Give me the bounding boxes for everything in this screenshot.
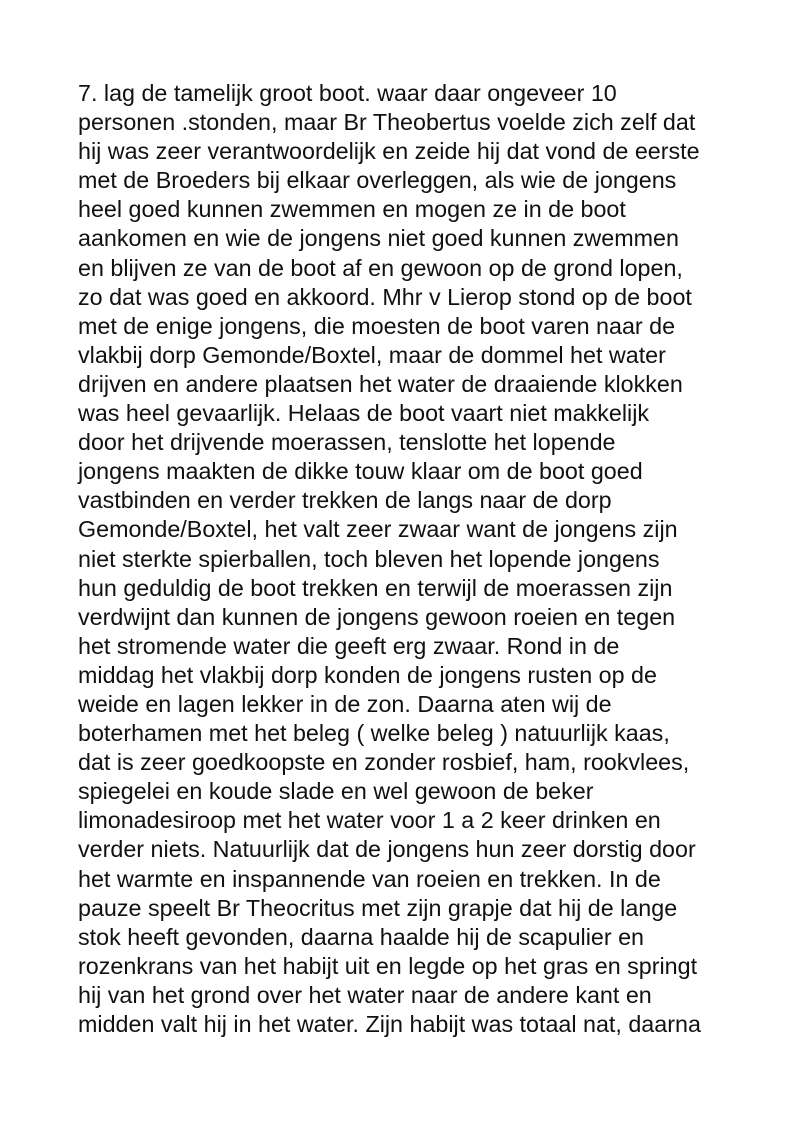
text-line: middag het vlakbij dorp konden de jongens rusten op de xyxy=(78,661,657,688)
text-line: pauze speelt Br Theocritus met zijn grapje dat hij de lange xyxy=(78,894,678,921)
text-line: vlakbij dorp Gemonde/Boxtel, maar de dommel het water xyxy=(78,341,666,368)
text-line: stok heeft gevonden, daarna haalde hij de scapulier en xyxy=(78,923,645,950)
text-line: boterhamen met het beleg ( welke beleg ) natuurlijk kaas, xyxy=(78,720,670,747)
text-line: midden valt hij in het water. Zijn habijt was totaal nat, daarna xyxy=(78,1011,701,1037)
text-line: hun geduldig de boot trekken en terwijl de moerassen zijn xyxy=(78,574,673,601)
text-line: zo dat was goed en akkoord. Mhr v Lierop stond op de boot xyxy=(78,283,692,310)
text-line: verder niets. Natuurlijk dat de jongens hun zeer dorstig door xyxy=(78,836,696,863)
text-line: rozenkrans van het habijt uit en legde op het gras en springt xyxy=(78,952,698,979)
text-line: jongens maakten de dikke touw klaar om de boot goed xyxy=(78,458,643,485)
text-line: het stromende water die geeft erg zwaar. Rond in de xyxy=(78,632,620,659)
text-line: vastbinden en verder trekken de langs naar de dorp xyxy=(78,487,612,514)
text-line: personen .stonden, maar Br Theobertus voelde zich zelf dat xyxy=(78,109,696,136)
text-line: met de enige jongens, die moesten de boot varen naar de xyxy=(78,312,676,339)
text-line: het warmte en inspannende van roeien en trekken. In de xyxy=(78,865,661,892)
text-line: en blijven ze van de boot af en gewoon op de grond lopen, xyxy=(78,254,683,281)
text-line: Gemonde/Boxtel, het valt zeer zwaar want de jongens zijn xyxy=(78,516,678,543)
text-line: drijven en andere plaatsen het water de draaiende klokken xyxy=(78,370,683,397)
text-line: spiegelei en koude slade en wel gewoon de beker xyxy=(78,778,594,805)
text-line: aankomen en wie de jongens niet goed kunnen zwemmen xyxy=(78,225,679,252)
text-line: limonadesiroop met het water voor 1 a 2 keer drinken en xyxy=(78,807,661,834)
text-line: 7. lag de tamelijk groot boot. waar daar ongeveer 10 xyxy=(78,80,617,106)
text-line: was heel gevaarlijk. Helaas de boot vaart niet makkelijk xyxy=(78,400,650,427)
body-text xyxy=(78,79,738,1039)
text-line: dat is zeer goedkoopste en zonder rosbief, ham, rookvlees, xyxy=(78,749,690,776)
text-line: heel goed kunnen zwemmen en mogen ze in de boot xyxy=(78,196,626,223)
text-line: hij van het grond over het water naar de andere kant en xyxy=(78,981,652,1008)
text-line: door het drijvende moerassen, tenslotte het lopende xyxy=(78,429,616,456)
text-line: niet sterkte spierballen, toch bleven het lopende jongens xyxy=(78,545,660,572)
text-line: weide en lagen lekker in de zon. Daarna aten wij de xyxy=(78,690,612,717)
text-line: met de Broeders bij elkaar overleggen, als wie de jongens xyxy=(78,167,677,194)
text-line: verdwijnt dan kunnen de jongens gewoon roeien en tegen xyxy=(78,603,676,630)
text-line: hij was zeer verantwoordelijk en zeide hij dat vond de eerste xyxy=(78,138,700,165)
